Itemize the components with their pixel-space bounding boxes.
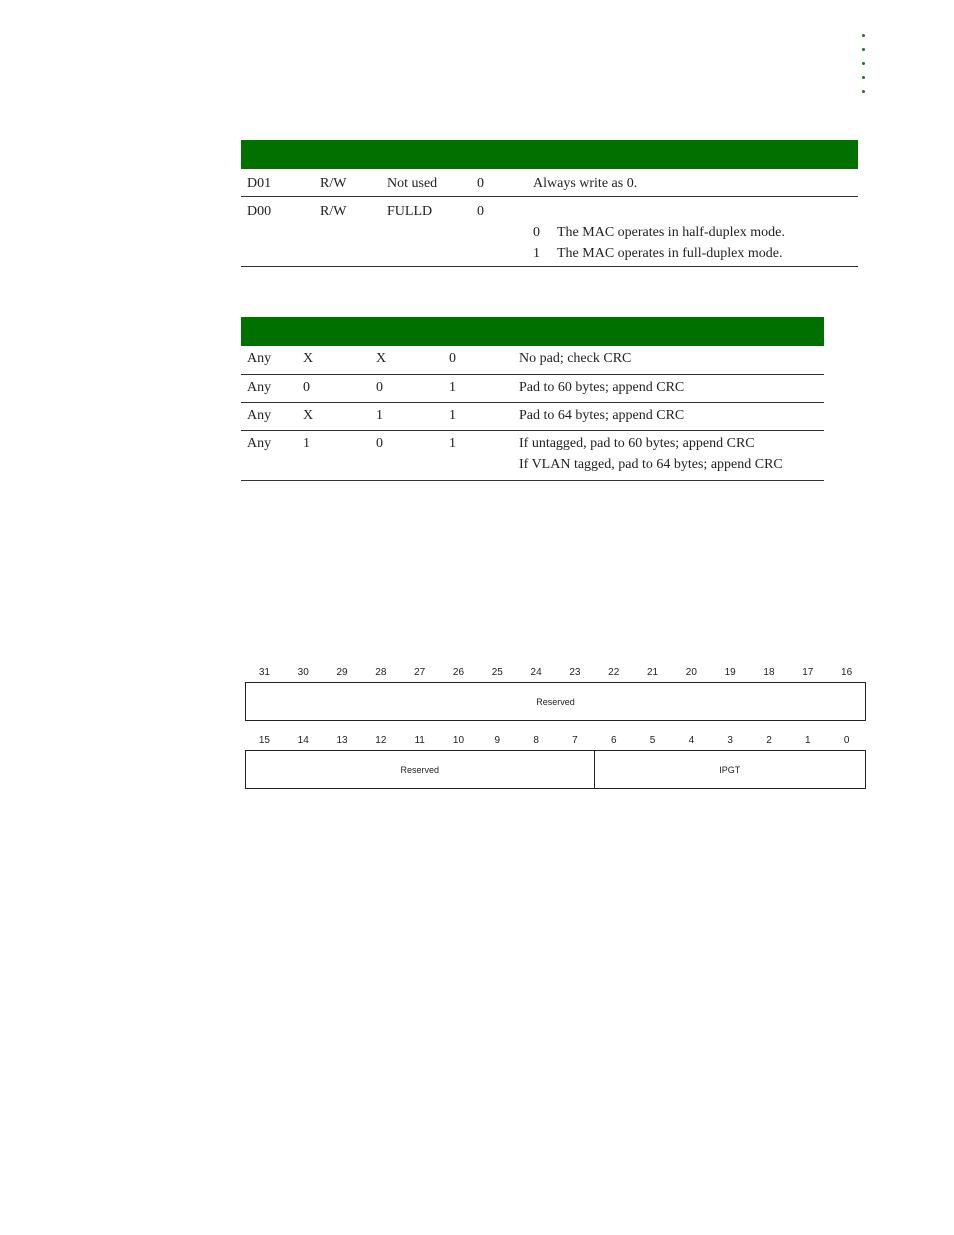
register-upper-half (245, 666, 866, 721)
bit-number: 8 (533, 735, 539, 746)
bit-number: 14 (297, 735, 309, 746)
bit-number: 13 (336, 735, 348, 746)
cell: Any (241, 346, 297, 374)
padding-table (241, 317, 824, 481)
cell: 1 (443, 430, 513, 480)
action-cell: No pad; check CRC (513, 346, 824, 374)
bit-number: 22 (608, 667, 620, 678)
bullet-dot (862, 90, 865, 93)
bit-number: 25 (491, 667, 503, 678)
cell: X (297, 346, 370, 374)
bullet-dot (862, 62, 865, 65)
action-cell (513, 430, 824, 480)
bit-number: 27 (414, 667, 426, 678)
bit-number: 12 (375, 735, 387, 746)
table-row (241, 197, 858, 267)
cell: 0 (443, 346, 513, 374)
access-cell: R/W (314, 197, 381, 267)
table-row (241, 169, 858, 197)
bit-numbers (245, 666, 866, 680)
table-row (241, 374, 824, 402)
access-cell: R/W (314, 169, 381, 197)
bullet-dot (862, 76, 865, 79)
bit-number: 6 (610, 735, 617, 746)
bit-number: 1 (805, 735, 811, 746)
cell: 1 (297, 430, 370, 480)
option-line (533, 222, 858, 243)
bit-number: 4 (688, 735, 695, 746)
cell: Any (241, 374, 297, 402)
table-header-bar (241, 140, 858, 169)
ipgt-field: IPGT (594, 751, 865, 788)
bullet-dot (862, 34, 865, 37)
bit-number: 24 (530, 667, 542, 678)
bit-number: 3 (727, 735, 733, 746)
bit-number: 16 (841, 667, 853, 678)
bit-number: 5 (649, 735, 656, 746)
action-line: If untagged, pad to 60 bytes; append CRC (519, 435, 755, 451)
cell: X (297, 402, 370, 430)
bit-number: 7 (572, 735, 578, 746)
cell: 0 (370, 430, 443, 480)
bit-number: 10 (452, 735, 465, 746)
bit-number: 0 (843, 735, 850, 746)
bit-numbers (245, 734, 866, 748)
bit-number: 9 (494, 735, 501, 746)
cell: Any (241, 402, 297, 430)
bit-number: 30 (297, 667, 309, 678)
bit-number: 31 (258, 667, 270, 678)
bit-number: 20 (685, 667, 697, 678)
cell: 1 (370, 402, 443, 430)
bit-number: 11 (414, 735, 425, 746)
action-cell: Pad to 64 bytes; append CRC (513, 402, 824, 430)
table-row (241, 430, 824, 480)
bit-number: 29 (336, 667, 348, 678)
cell: 0 (370, 374, 443, 402)
bullet-dot (862, 48, 865, 51)
bits-cell: D01 (241, 169, 314, 197)
bit-number: 19 (724, 667, 736, 678)
margin-dots (862, 34, 870, 104)
bit-number: 2 (766, 735, 772, 746)
reserved-field: Reserved (400, 764, 440, 775)
option-text: The MAC operates in full-duplex mode. (557, 246, 783, 261)
option-value: 0 (533, 225, 540, 240)
bit-number: 28 (375, 667, 387, 678)
bits-cell: D00 (241, 197, 314, 267)
mnemonic-cell: FULLD (381, 197, 471, 267)
bit-number: 21 (646, 667, 659, 678)
bit-number: 15 (258, 735, 270, 746)
bit-number: 26 (452, 667, 465, 678)
cell: 1 (443, 402, 513, 430)
bit-number: 23 (569, 667, 581, 678)
table-row (241, 346, 824, 374)
bit-number: 17 (802, 667, 814, 678)
action-cell: Pad to 60 bytes; append CRC (513, 374, 824, 402)
option-line (533, 243, 858, 264)
mnemonic-cell: Not used (381, 169, 471, 197)
cell: 0 (297, 374, 370, 402)
table-header-bar (241, 317, 824, 346)
bit-number: 18 (763, 667, 775, 678)
register-field-row (245, 682, 866, 721)
register-bit-table (241, 140, 858, 267)
description-text (533, 201, 858, 222)
reset-cell: 0 (471, 197, 527, 267)
option-value: 1 (533, 246, 540, 261)
action-line: If VLAN tagged, pad to 64 bytes; append CRC (519, 456, 783, 472)
description-cell (527, 197, 858, 267)
register-field-row (245, 750, 866, 789)
option-text: The MAC operates in half-duplex mode. (557, 225, 785, 240)
cell: 1 (443, 374, 513, 402)
table-row (241, 402, 824, 430)
register-lower-half (245, 734, 866, 789)
cell: X (370, 346, 443, 374)
cell: Any (241, 430, 297, 480)
reserved-field: Reserved (536, 696, 575, 707)
reset-cell: 0 (471, 169, 527, 197)
description-cell: Always write as 0. (527, 169, 858, 197)
